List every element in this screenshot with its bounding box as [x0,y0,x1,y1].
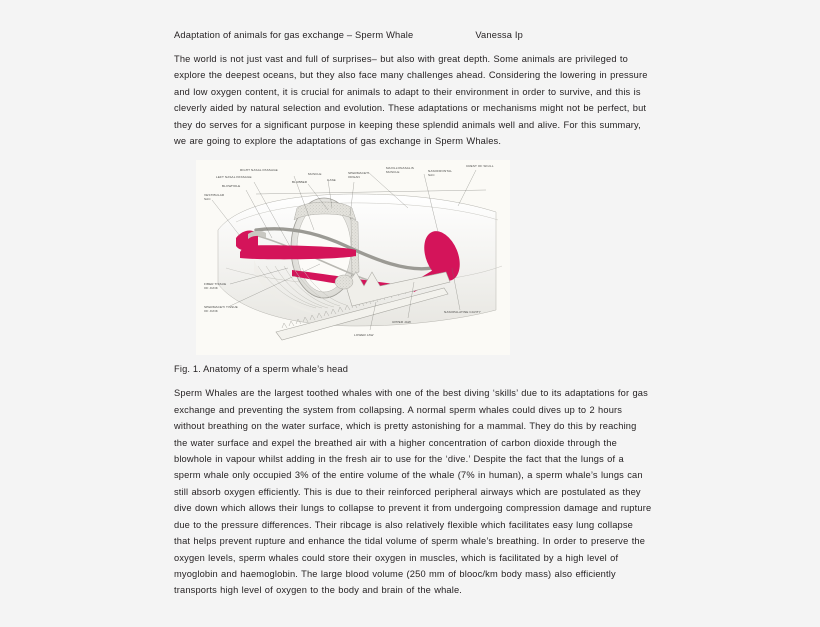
diagram-label-spermaceti-organ: SPERMACETI [348,171,370,176]
svg-text:SAC: SAC [428,173,435,178]
figure-caption: Fig. 1. Anatomy of a sperm whale’s head [174,364,349,375]
diagram-label-blubber: BLUBBER [292,180,308,185]
diagram-label-maxillonasalis-muscle: MAXILLONASALIS [386,166,414,171]
document-header [174,30,652,40]
diagram-label-right-nasal-passage: RIGHT NASAL PASSAGE [240,168,278,173]
diagram-label-case: CASE [327,178,336,183]
author-name: Vanessa Ip [475,30,523,40]
diagram-label-crest-of-skull: CREST OF SKULL [466,164,494,169]
svg-text:ORGAN: ORGAN [348,175,360,180]
svg-text:SAC: SAC [204,197,211,202]
svg-text:MUSCLE: MUSCLE [386,170,400,175]
diagram-label-blowhole: BLOWHOLE [222,184,241,189]
svg-text:OF JUNK: OF JUNK [204,286,218,291]
diagram-label-spermaceti-tissue-of-junk: SPERMACETI TISSUE [204,305,238,310]
diagram-label-fiber-tissue-of-junk: FIBER TISSUE [204,282,227,287]
paragraph-body: Sperm Whales are the largest toothed whales with one of the best diving ‘skills’ due to its adaptations for gas exchange and preventing the system from collapsing. A normal sperm whales could dives up to 2 hours without breathing on the water surface, which is pretty astonishing for a mammal. They do this by reaching the water surface and expel the breathed air with a higher concentration of carbon dioxide through the blowhole in vapour whilst adding in the fresh air to use for the ‘dive.’ Despite the fact that the lungs of a sperm whale only occupied 3% of the entire volume of the whale (7% in human), a sperm whale’s lungs can still absorb oxygen efficiently. This is due to their reinforced peripheral airways which are postulated as they dive down which allows their lungs to collapse to prevent it from undergoing compression damage and rupture due to the pressure differences. Their ribcage is also relatively flexible which facilitates easy lung collapse that helps prevent rupture and enhance the tidal volume of sperm whale’s breathing. In order to preserve the oxygen levels, sperm whales could store their oxygen in muscles, which is facilitated by a high level of myoglobin and haemoglobin. The large blood volume (250 mm of blooc/km body mass) also efficiently transports high level of oxygen to the body and brain of the whale. [174,388,652,596]
paragraph-intro: The world is not just vast and full of surprises– but also with great depth. Some animals are privileged to explore the deepest oceans, but they also face many challenges ahead. Considering the lowering in pressure and low oxygen content, it is crucial for animals to adapt to their environment in order to survive, and this is cleverly aided by natural selection and evolution. These adaptations or mechanisms might not be perfect, but they do serves for a significant purpose in keeping these splendid animals well and alive. For this summary, we are going to explore the adaptations of gas exchange in Sperm Whales. [174,54,648,147]
diagram-label-nasopalatine-cavity: NASOPALATINE CAVITY [444,310,481,315]
diagram-label-left-nasal-passage: LEFT NASAL PASSAGE [216,175,252,180]
diagram-label-muscle: MUSCLE [308,172,322,177]
svg-text:OF JUNK: OF JUNK [204,309,218,314]
page-title: Adaptation of animals for gas exchange – Sperm Whale [174,30,414,40]
whale-diagram-svg [196,160,510,355]
document-content [174,30,652,610]
diagram-label-vestibular-sac: VESTIBULAR [204,193,225,198]
whale-anatomy-diagram [196,160,510,355]
diagram-label-upper-jaw: UPPER JAW [392,320,411,325]
diagram-label-lower-jaw: LOWER JAW [354,333,374,338]
diagram-label-nasofrontal-sac: NASOFRONTAL [428,169,453,174]
figure-1 [196,160,652,355]
